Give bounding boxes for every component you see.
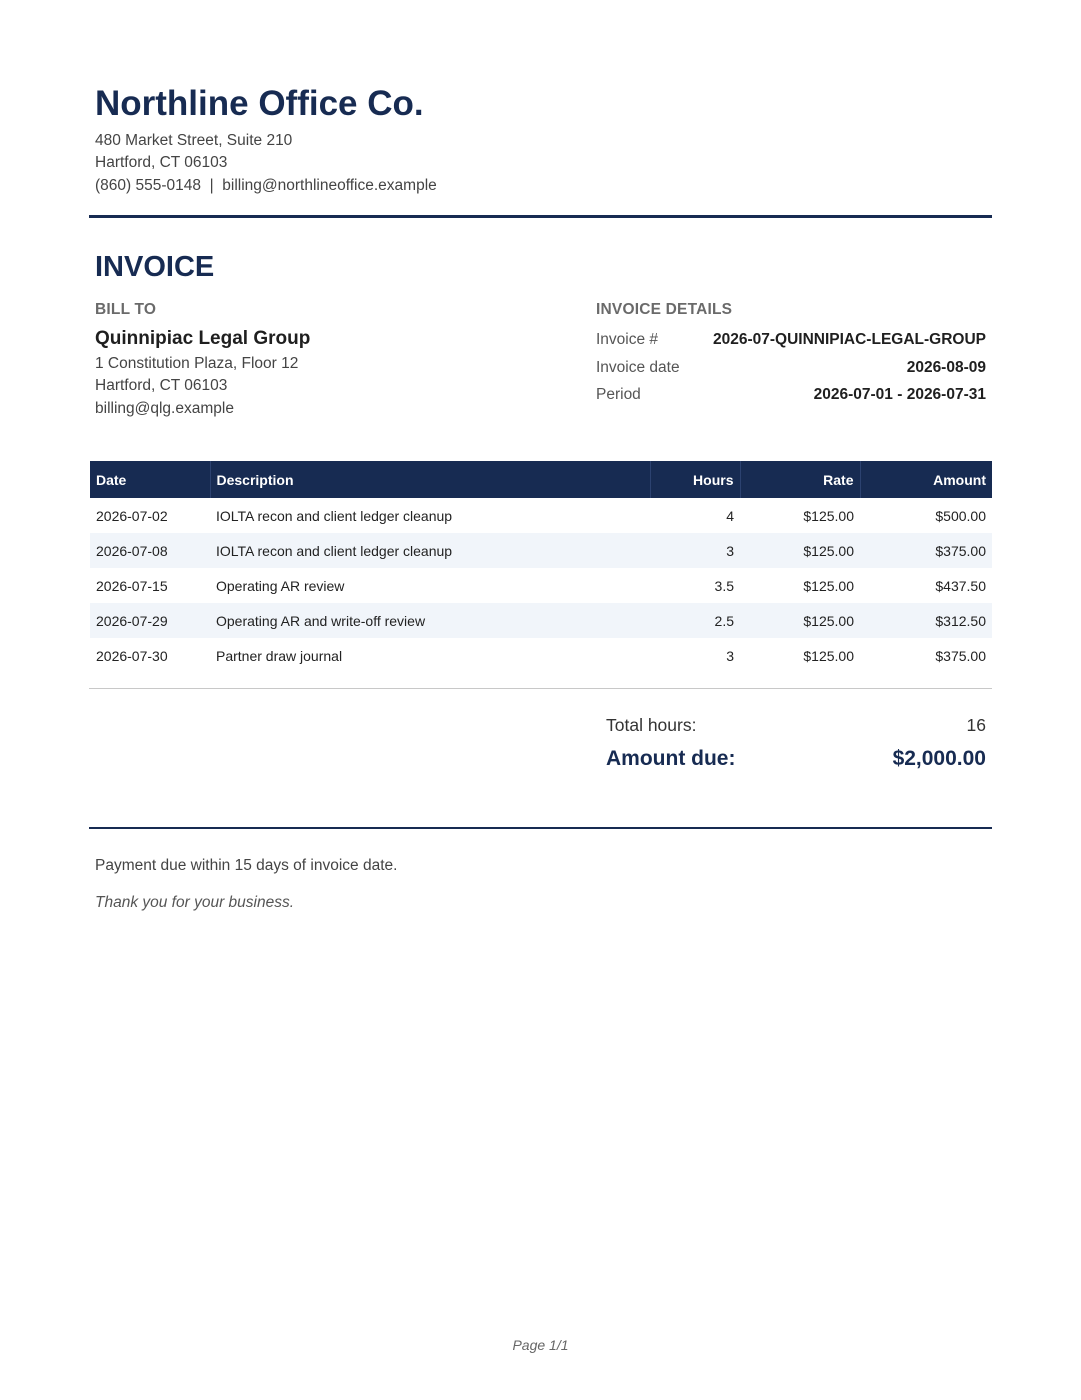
- table-row: [90, 603, 992, 638]
- payment-terms: Payment due within 15 days of invoice date.: [95, 857, 398, 874]
- header-rate: Rate: [740, 461, 860, 498]
- cell-description: Operating AR and write-off review: [210, 603, 650, 638]
- header-amount: Amount: [860, 461, 992, 498]
- table-bottom-divider: [89, 688, 992, 689]
- thank-you-note: Thank you for your business.: [95, 894, 295, 911]
- bill-to-label: BILL TO: [95, 301, 157, 318]
- line-items-table: [90, 461, 992, 673]
- company-address-line2: Hartford, CT 06103: [95, 154, 228, 171]
- header-date: Date: [90, 461, 210, 498]
- invoice-details-label: INVOICE DETAILS: [596, 301, 733, 318]
- table-header-row: [90, 461, 992, 498]
- page-number: Page 1/1: [512, 1337, 569, 1353]
- header-hours: Hours: [650, 461, 740, 498]
- period-label: Period: [596, 386, 641, 403]
- cell-description: IOLTA recon and client ledger cleanup: [210, 533, 650, 568]
- table-row: [90, 498, 992, 533]
- company-contact: [95, 176, 437, 196]
- cell-amount: $375.00: [935, 647, 986, 664]
- cell-hours: 3: [726, 647, 734, 664]
- amount-due-value: $2,000.00: [892, 747, 986, 770]
- invoice-number-label: Invoice #: [596, 331, 659, 348]
- client-address-line1: 1 Constitution Plaza, Floor 12: [95, 355, 299, 372]
- cell-date: 2026-07-29: [90, 603, 210, 638]
- period-value: 2026-07-01 - 2026-07-31: [813, 386, 986, 403]
- cell-amount: $312.50: [860, 603, 992, 638]
- company-address-line1: 480 Market Street, Suite 210: [95, 132, 293, 149]
- invoice-number-value: 2026-07-QUINNIPIAC-LEGAL-GROUP: [712, 331, 986, 348]
- cell-rate: $125.00: [803, 647, 854, 664]
- cell-description: IOLTA recon and client ledger cleanup: [216, 507, 453, 524]
- table-row: [90, 638, 992, 673]
- cell-rate: $125.00: [803, 507, 854, 524]
- cell-hours: 4: [726, 507, 734, 524]
- cell-hours: 3.5: [714, 577, 734, 594]
- company-email: billing@northlineoffice.example: [222, 177, 437, 194]
- cell-rate: $125.00: [803, 577, 854, 594]
- header-description: Description: [210, 461, 650, 498]
- header-divider: [89, 215, 992, 218]
- cell-rate: $125.00: [740, 533, 860, 568]
- company-phone: (860) 555-0148: [95, 177, 201, 194]
- cell-amount: $500.00: [935, 507, 986, 524]
- cell-rate: $125.00: [740, 603, 860, 638]
- cell-hours: 3: [650, 533, 740, 568]
- cell-date: 2026-07-02: [96, 507, 168, 524]
- cell-date: 2026-07-08: [90, 533, 210, 568]
- client-email: billing@qlg.example: [95, 400, 234, 417]
- cell-amount: $437.50: [935, 577, 986, 594]
- invoice-date-value: 2026-08-09: [906, 359, 986, 376]
- table-row: [90, 568, 992, 603]
- amount-due-label: Amount due:: [606, 747, 736, 770]
- client-address-line2: Hartford, CT 06103: [95, 377, 228, 394]
- cell-description: Partner draw journal: [216, 647, 343, 664]
- footer-divider: [89, 827, 992, 829]
- contact-separator: |: [209, 177, 214, 194]
- cell-hours: 2.5: [650, 603, 740, 638]
- total-hours-label: Total hours:: [606, 715, 697, 735]
- invoice-date-label: Invoice date: [596, 359, 680, 376]
- cell-amount: $375.00: [860, 533, 992, 568]
- cell-date: 2026-07-30: [96, 647, 168, 664]
- invoice-heading: INVOICE: [95, 251, 215, 283]
- company-name: Northline Office Co.: [95, 84, 424, 123]
- table-row: [90, 533, 992, 568]
- cell-description: Operating AR review: [216, 577, 345, 594]
- client-name: Quinnipiac Legal Group: [95, 328, 311, 349]
- total-hours-value: 16: [966, 715, 986, 735]
- cell-date: 2026-07-15: [96, 577, 168, 594]
